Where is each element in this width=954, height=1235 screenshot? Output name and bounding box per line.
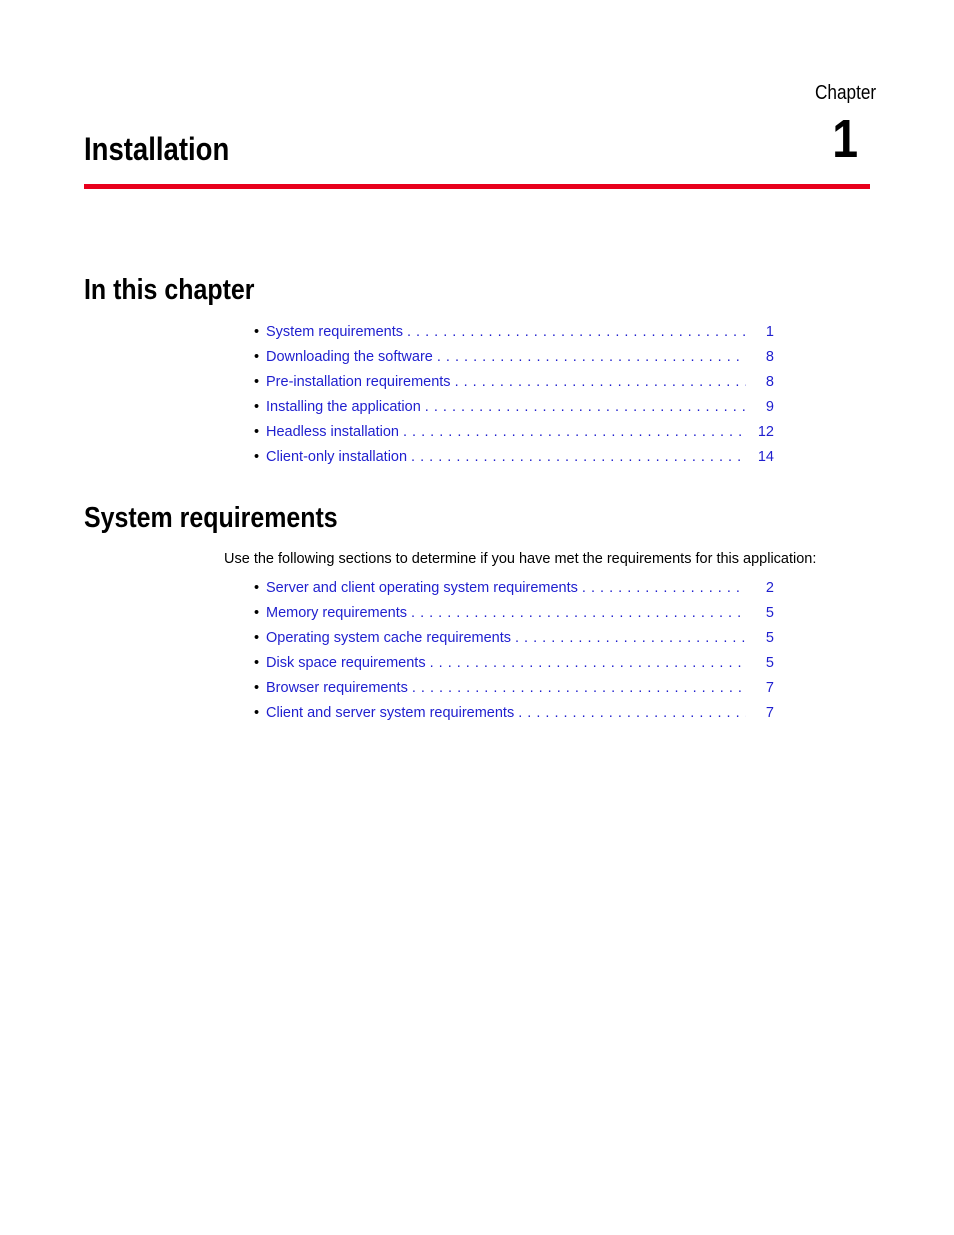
- toc-item: [254, 703, 774, 728]
- toc-leader-dots: [407, 322, 746, 342]
- bullet-icon: •: [254, 424, 260, 440]
- chapter-label: Chapter: [814, 82, 876, 104]
- toc-leader-dots: [437, 347, 746, 367]
- toc-item: [254, 372, 774, 397]
- toc-leader-dots: [412, 678, 746, 698]
- toc-page-number: 2: [765, 580, 774, 596]
- bullet-icon: •: [254, 399, 260, 415]
- bullet-icon: •: [254, 680, 260, 696]
- in-this-chapter-heading-text: In this chapter: [84, 274, 255, 306]
- toc-link-browser-requirements[interactable]: [266, 678, 774, 698]
- toc-link-downloading-software[interactable]: [266, 347, 774, 367]
- bullet-icon: •: [254, 349, 260, 365]
- toc-leader-dots: [411, 447, 746, 467]
- toc-link-client-server-system[interactable]: [266, 703, 774, 723]
- toc-link-label: Downloading the software: [266, 347, 437, 367]
- toc-page-number: 5: [765, 630, 774, 646]
- toc-link-disk-space-requirements[interactable]: [266, 653, 774, 673]
- bullet-icon: •: [254, 605, 260, 621]
- toc-item: [254, 678, 774, 703]
- toc-leader-dots: [403, 422, 746, 442]
- toc-page-number: 5: [765, 605, 774, 621]
- toc-link-os-cache-requirements[interactable]: [266, 628, 774, 648]
- toc-item: [254, 447, 774, 472]
- bullet-icon: •: [254, 705, 260, 721]
- toc-item: [254, 653, 774, 678]
- chapter-number: 1: [832, 109, 858, 169]
- toc-page-number: 7: [765, 680, 774, 696]
- system-requirements-heading: [84, 501, 379, 536]
- toc-page-number: 9: [765, 399, 774, 415]
- toc-item: [254, 603, 774, 628]
- bullet-icon: •: [254, 655, 260, 671]
- toc-link-label: Client and server system requirements: [266, 703, 518, 723]
- toc-link-label: Server and client operating system requirements: [266, 578, 582, 598]
- chapter-toc-list: [254, 322, 774, 472]
- toc-page-number: 8: [765, 374, 774, 390]
- toc-leader-dots: [430, 653, 746, 673]
- bullet-icon: •: [254, 630, 260, 646]
- toc-page-number: 1: [765, 324, 774, 340]
- toc-item: [254, 628, 774, 653]
- in-this-chapter-heading: [84, 273, 282, 308]
- toc-link-label: Disk space requirements: [266, 653, 430, 673]
- toc-page-number: 5: [765, 655, 774, 671]
- bullet-icon: •: [254, 374, 260, 390]
- toc-item: [254, 347, 774, 372]
- toc-leader-dots: [425, 397, 746, 417]
- toc-item: [254, 422, 774, 447]
- system-requirements-intro: Use the following sections to determine if you have met the requirements for this application:: [224, 551, 817, 567]
- toc-link-label: Headless installation: [266, 422, 403, 442]
- system-requirements-heading-text: System requirements: [84, 502, 338, 534]
- toc-link-installing-application[interactable]: [266, 397, 774, 417]
- toc-link-server-client-os[interactable]: [266, 578, 774, 598]
- toc-link-client-only-installation[interactable]: [266, 447, 774, 467]
- toc-item: [254, 578, 774, 603]
- chapter-title: [84, 130, 253, 168]
- toc-link-label: Client-only installation: [266, 447, 411, 467]
- bullet-icon: •: [254, 580, 260, 596]
- toc-link-label: System requirements: [266, 322, 407, 342]
- toc-leader-dots: [582, 578, 746, 598]
- system-requirements-toc-list: [254, 578, 774, 728]
- toc-leader-dots: [515, 628, 746, 648]
- toc-link-label: Operating system cache requirements: [266, 628, 515, 648]
- toc-page-number: 8: [765, 349, 774, 365]
- chapter-title-text: Installation: [84, 131, 230, 167]
- toc-link-label: Pre-installation requirements: [266, 372, 455, 392]
- toc-link-label: Browser requirements: [266, 678, 412, 698]
- toc-link-label: Memory requirements: [266, 603, 411, 623]
- bullet-icon: •: [254, 449, 260, 465]
- toc-page-number: 12: [757, 424, 774, 440]
- toc-leader-dots: [455, 372, 746, 392]
- toc-page-number: 14: [757, 449, 774, 465]
- toc-item: [254, 322, 774, 347]
- toc-link-label: Installing the application: [266, 397, 425, 417]
- toc-link-headless-installation[interactable]: [266, 422, 774, 442]
- toc-page-number: 7: [765, 705, 774, 721]
- chapter-red-rule: [84, 184, 870, 189]
- toc-item: [254, 397, 774, 422]
- toc-link-system-requirements[interactable]: [266, 322, 774, 342]
- toc-link-memory-requirements[interactable]: [266, 603, 774, 623]
- toc-leader-dots: [518, 703, 746, 723]
- bullet-icon: •: [254, 324, 260, 340]
- toc-leader-dots: [411, 603, 746, 623]
- toc-link-pre-installation[interactable]: [266, 372, 774, 392]
